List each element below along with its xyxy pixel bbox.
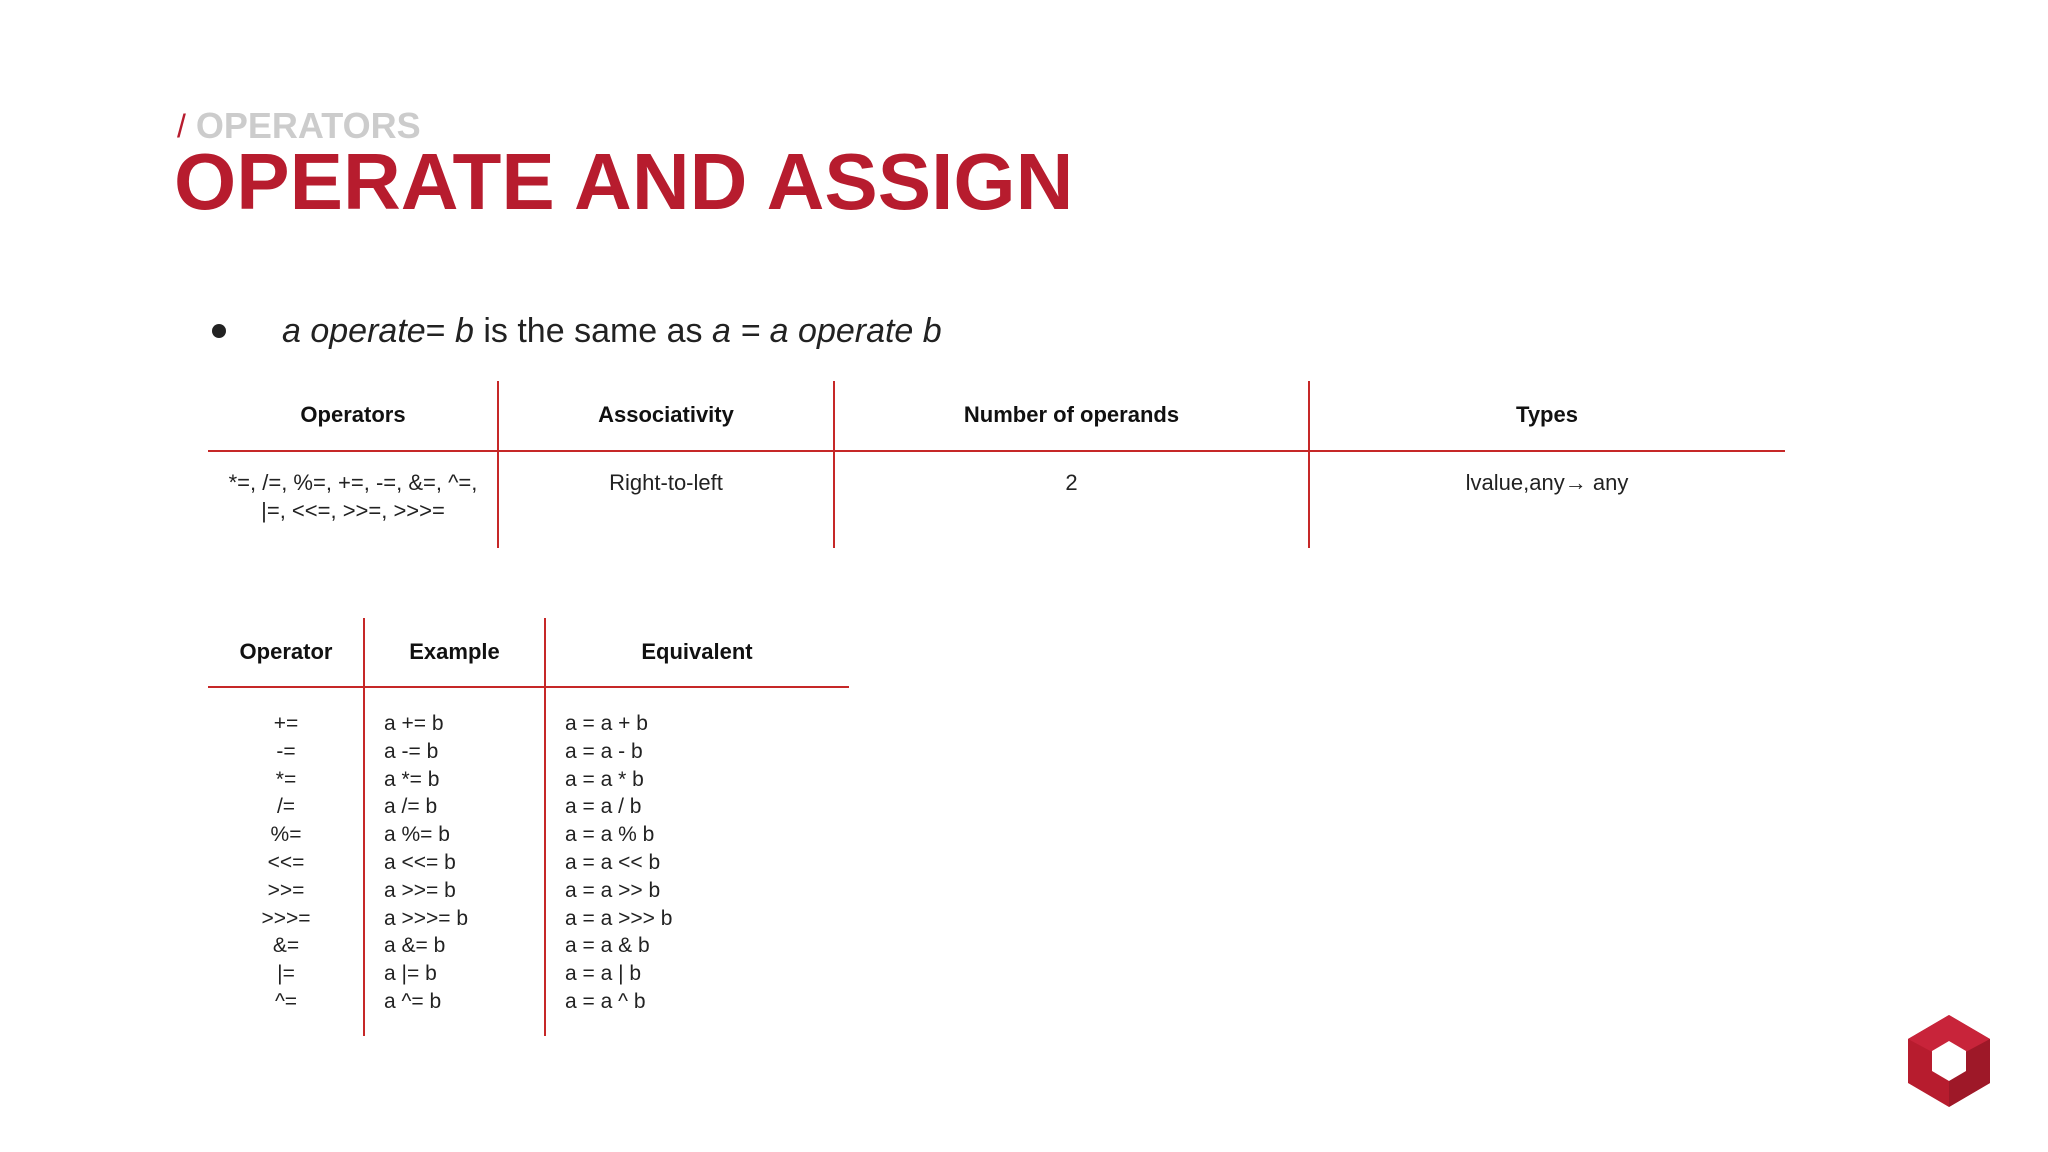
- header-divider: [208, 686, 849, 688]
- bullet-text-expression: a = a operate b: [712, 311, 942, 350]
- operator-cell: %=: [270, 823, 302, 847]
- example-cell: a >>>= b: [384, 906, 469, 930]
- bullet-dot-icon: [212, 324, 226, 338]
- cell-operators-line1: *=, /=, %=, +=, -=, &=, ^=,: [228, 470, 478, 495]
- header-operators: Operators: [300, 402, 406, 427]
- equivalent-cell: a = a % b: [565, 823, 655, 847]
- example-column: [384, 710, 544, 1016]
- cell-operators: [208, 469, 498, 525]
- header-associativity: Associativity: [598, 402, 734, 427]
- example-cell: a &= b: [384, 934, 446, 958]
- bullet-text: [282, 312, 942, 351]
- hexagon-logo-icon: [1906, 1013, 1992, 1109]
- operator-cell: >>=: [267, 878, 305, 902]
- operator-cell: +=: [273, 712, 299, 735]
- example-cell: a += b: [384, 712, 444, 735]
- equivalent-cell: a = a | b: [565, 962, 642, 986]
- example-cell: a <<= b: [384, 850, 456, 874]
- operator-cell: >>>=: [261, 906, 311, 930]
- example-cell: a ^= b: [384, 989, 442, 1013]
- section-slash: /: [177, 108, 186, 144]
- column-divider: [1308, 381, 1310, 548]
- slide-title: OPERATE AND ASSIGN: [174, 137, 1074, 226]
- operator-column: [208, 710, 364, 1016]
- equivalent-cell: a = a + b: [565, 712, 648, 735]
- header-number-of-operands: Number of operands: [963, 402, 1180, 427]
- equivalent-cell: a = a & b: [565, 934, 650, 958]
- equivalent-column: [565, 710, 849, 1016]
- operator-cell: |=: [277, 962, 295, 986]
- cell-associativity: Right-to-left: [609, 470, 723, 495]
- header-equivalent: Equivalent: [641, 639, 753, 664]
- equivalent-cell: a = a - b: [565, 739, 643, 763]
- header-divider: [208, 450, 1785, 452]
- column-divider: [833, 381, 835, 548]
- header-example: Example: [409, 639, 500, 664]
- cell-operators-line2: |=, <<=, >>=, >>>=: [261, 498, 445, 523]
- bullet-item: [206, 308, 942, 354]
- bullet-text-middle: is the same as: [473, 311, 713, 350]
- column-divider: [544, 618, 546, 1036]
- operator-cell: ^=: [274, 989, 298, 1013]
- example-cell: a %= b: [384, 823, 450, 847]
- equivalent-cell: a = a / b: [565, 795, 642, 819]
- header-types: Types: [1516, 402, 1578, 427]
- cell-types: lvalue,any→ any: [1465, 470, 1629, 495]
- equivalent-cell: a = a >> b: [565, 878, 661, 902]
- example-cell: a /= b: [384, 795, 438, 819]
- bullet-text-b: b: [454, 311, 474, 350]
- equivalent-cell: a = a * b: [565, 767, 644, 791]
- operator-cell: -=: [276, 739, 296, 763]
- examples-table: [208, 618, 849, 1036]
- operator-cell: *=: [275, 767, 297, 791]
- bullet-text-equals: =: [425, 311, 455, 350]
- operator-cell: /=: [276, 795, 296, 819]
- example-cell: a -= b: [384, 739, 439, 763]
- equivalent-cell: a = a ^ b: [565, 989, 646, 1013]
- cell-operands: 2: [1065, 470, 1078, 495]
- equivalent-cell: a = a << b: [565, 850, 661, 874]
- example-cell: a |= b: [384, 962, 437, 986]
- bullet-text-a-operate: a operate: [282, 311, 426, 350]
- summary-table: [208, 381, 1785, 548]
- example-cell: a >>= b: [384, 878, 456, 902]
- operator-cell: <<=: [267, 850, 305, 874]
- operator-cell: &=: [272, 934, 300, 958]
- equivalent-cell: a = a >>> b: [565, 906, 673, 930]
- section-name: OPERATORS: [195, 105, 421, 146]
- header-operator: Operator: [239, 639, 333, 664]
- example-cell: a *= b: [384, 767, 440, 791]
